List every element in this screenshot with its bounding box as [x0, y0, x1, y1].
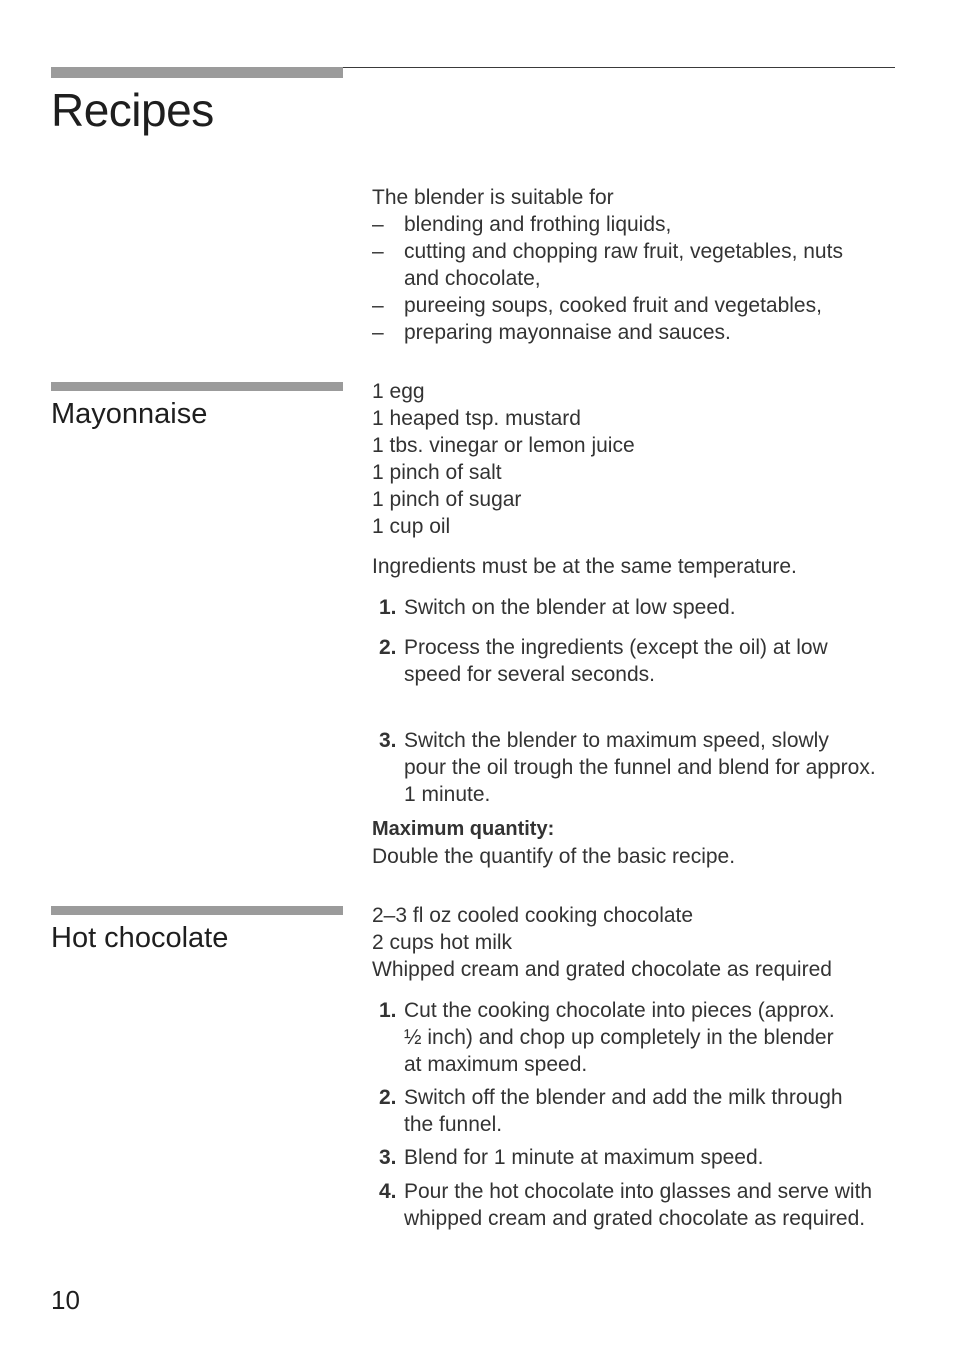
intro-item-text: pureeing soups, cooked fruit and vegetables, [404, 294, 822, 317]
dash-bullet: – [372, 213, 384, 236]
header-accent-bar [51, 67, 343, 78]
step-text: at maximum speed. [404, 1053, 588, 1076]
mayonnaise-step [372, 727, 912, 808]
hot-chocolate-ingredients [372, 902, 902, 983]
step-text: Switch on the blender at low speed. [404, 596, 736, 619]
dash-bullet: – [372, 294, 384, 317]
step-number: 2. [379, 1086, 397, 1109]
ingredient: 1 egg [372, 380, 425, 403]
step-text: pour the oil trough the funnel and blend for approx. [404, 756, 876, 779]
intro-lead: The blender is suitable for [372, 186, 614, 209]
step-text: Switch the blender to maximum speed, slowly [404, 729, 829, 752]
intro-item-text: cutting and chopping raw fruit, vegetables, nuts [404, 240, 843, 263]
ingredient: 1 pinch of sugar [372, 488, 522, 511]
page-number: 10 [51, 1285, 80, 1315]
intro-item-text: and chocolate, [404, 267, 541, 290]
hot-chocolate-step [372, 1144, 912, 1171]
mayonnaise-step [372, 634, 912, 688]
intro-item-text: preparing mayonnaise and sauces. [404, 321, 731, 344]
section-bar-mayonnaise [51, 382, 343, 391]
step-number: 3. [379, 1146, 397, 1169]
intro-list-item [372, 238, 902, 292]
step-text: speed for several seconds. [404, 663, 655, 686]
ingredient: 2 cups hot milk [372, 931, 513, 954]
max-quantity-label: Maximum quantity: [372, 818, 555, 840]
section-heading-mayonnaise: Mayonnaise [51, 398, 208, 430]
dash-bullet: – [372, 321, 384, 344]
step-number: 1. [379, 999, 397, 1022]
step-text: the funnel. [404, 1113, 503, 1136]
hot-chocolate-step [372, 997, 912, 1078]
ingredient: 1 tbs. vinegar or lemon juice [372, 434, 635, 457]
dash-bullet: – [372, 240, 384, 263]
ingredient: 2–3 fl oz cooled cooking chocolate [372, 904, 694, 927]
mayonnaise-ingredients [372, 378, 902, 540]
page-title: Recipes [51, 84, 214, 136]
step-text: Cut the cooking chocolate into pieces (approx. [404, 999, 835, 1022]
intro-item-text: blending and frothing liquids, [404, 213, 672, 236]
max-quantity-text: Double the quantify of the basic recipe. [372, 845, 736, 868]
step-number: 3. [379, 729, 397, 752]
note-text: Ingredients must be at the same temperature. [372, 555, 797, 578]
intro-section [372, 184, 902, 346]
section-bar-hot-chocolate [51, 906, 343, 915]
step-number: 1. [379, 596, 397, 619]
ingredient: 1 cup oil [372, 515, 451, 538]
step-text: ½ inch) and chop up completely in the blender [404, 1026, 834, 1049]
ingredient: 1 pinch of salt [372, 461, 502, 484]
step-text: whipped cream and grated chocolate as required. [404, 1207, 866, 1230]
hot-chocolate-step [372, 1178, 912, 1232]
step-number: 4. [379, 1180, 397, 1203]
max-quantity [372, 816, 902, 870]
step-text: Switch off the blender and add the milk through [404, 1086, 843, 1109]
ingredient: Whipped cream and grated chocolate as required [372, 958, 832, 981]
mayonnaise-note [372, 553, 902, 580]
intro-list-item [372, 319, 902, 346]
ingredient: 1 heaped tsp. mustard [372, 407, 581, 430]
mayonnaise-step [372, 594, 912, 621]
intro-list-item [372, 292, 902, 319]
intro-list-item [372, 211, 902, 238]
step-text: Process the ingredients (except the oil) at low [404, 636, 828, 659]
hot-chocolate-step [372, 1084, 912, 1138]
step-number: 2. [379, 636, 397, 659]
step-text: Pour the hot chocolate into glasses and serve with [404, 1180, 873, 1203]
section-heading-hot-chocolate: Hot chocolate [51, 922, 229, 954]
step-text: 1 minute. [404, 783, 491, 806]
step-text: Blend for 1 minute at maximum speed. [404, 1146, 764, 1169]
